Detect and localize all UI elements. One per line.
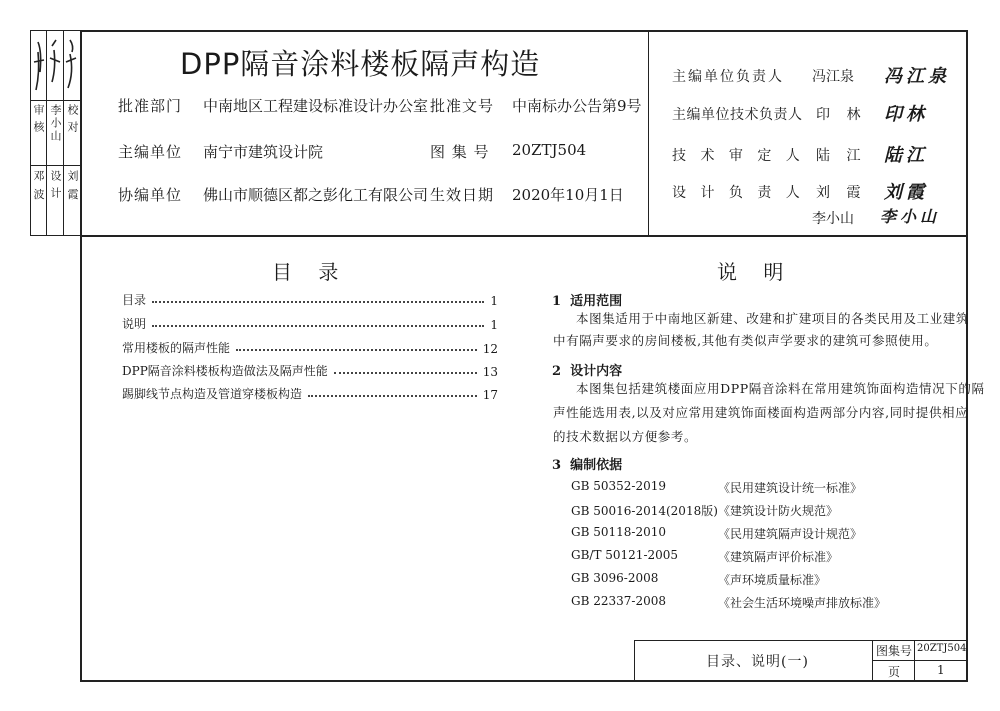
responsible-name-3: 刘 霞	[816, 185, 867, 201]
toc-leader	[152, 301, 484, 303]
section-number: 2	[552, 364, 562, 379]
toc-item[interactable]	[122, 336, 498, 356]
section-title: 编制依据	[570, 458, 623, 473]
reference-code: GB 50016-2014(2018版)	[571, 504, 718, 518]
strip-signatures-image	[30, 32, 80, 98]
signature-0: 冯江泉	[884, 66, 950, 87]
toc-heading: 目 录	[272, 260, 349, 284]
toc-item[interactable]	[122, 288, 498, 308]
strip-role-audit: 审核	[32, 104, 45, 138]
reference-code: GB 22337-2008	[571, 594, 666, 608]
strip-divider	[30, 100, 80, 101]
page-label: 页	[888, 665, 901, 679]
strip-name-audit: 李小山	[49, 104, 62, 143]
approval-doc-label: 批准文号	[430, 97, 495, 115]
section-1-line: 中有隔声要求的房间楼板,其他有类似声学要求的建筑可参照使用。	[553, 333, 938, 348]
title-block-divider	[872, 660, 968, 661]
reference-code: GB/T 50121-2005	[571, 548, 679, 562]
atlas-number-label: 图集号	[876, 644, 913, 658]
section-title: 适用范围	[570, 294, 623, 309]
responsible-name-0: 冯江泉	[812, 69, 854, 85]
toc-leader	[236, 349, 477, 351]
sheet-title: 目录、说明(一)	[706, 654, 809, 670]
header-vertical-divider	[648, 30, 649, 235]
section-2-heading	[552, 360, 622, 379]
section-2-line: 的技术数据以方便参考。	[553, 429, 698, 444]
strip-name-check: 邓 波	[32, 170, 45, 202]
section-1-line: 本图集适用于中南地区新建、改建和扩建项目的各类民用及工业建筑	[576, 311, 970, 326]
reference-code: GB 50118-2010	[571, 525, 666, 539]
responsible-name-4: 李小山	[812, 211, 854, 227]
title-block-divider	[914, 640, 915, 682]
reference-name: 《民用建筑设计统一标准》	[718, 481, 863, 495]
reference-code: GB 3096-2008	[571, 571, 659, 585]
effective-date-value: 2020年10月1日	[512, 186, 624, 204]
reference-name: 《声环境质量标准》	[718, 573, 827, 587]
section-2-line: 本图集包括建筑楼面应用DPP隔音涂料在常用建筑饰面构造情况下的隔	[576, 381, 985, 396]
signature-2: 陆江	[884, 145, 928, 166]
toc-item[interactable]	[122, 312, 498, 332]
section-3-heading	[552, 454, 622, 473]
reference-name: 《建筑设计防火规范》	[718, 504, 839, 518]
approval-doc-value: 中南标办公告第9号	[512, 97, 642, 115]
reference-name: 《社会生活环境噪声排放标准》	[718, 596, 887, 610]
responsible-name-1: 印 林	[816, 107, 867, 123]
notes-heading: 说 明	[717, 260, 794, 284]
responsible-role-2: 技 术 审 定 人	[672, 148, 805, 164]
chief-unit-label: 主编单位	[118, 143, 183, 161]
atlas-no-label: 图 集 号	[430, 143, 490, 161]
reference-name: 《建筑隔声评价标准》	[718, 550, 839, 564]
section-number: 3	[552, 458, 562, 473]
toc-leader	[152, 325, 484, 327]
strip-role-design: 设计	[49, 170, 62, 204]
co-unit-value: 佛山市顺德区都之彭化工有限公司	[203, 186, 429, 204]
signature-3: 刘霞	[884, 182, 928, 203]
reference-name: 《民用建筑隔声设计规范》	[718, 527, 863, 541]
toc-item-label: 踢脚线节点构造及管道穿楼板构造	[122, 387, 303, 401]
toc-item-label: 目录	[122, 293, 147, 307]
responsible-name-2: 陆 江	[816, 148, 867, 164]
page-number: 1	[937, 663, 945, 677]
section-title: 设计内容	[570, 364, 623, 379]
co-unit-label: 协编单位	[118, 186, 183, 204]
toc-item[interactable]	[122, 359, 498, 379]
toc-item-label: 常用楼板的隔声性能	[122, 341, 231, 355]
title-block-divider	[872, 640, 873, 682]
toc-leader	[334, 372, 477, 374]
toc-item[interactable]	[122, 382, 498, 402]
signature-4: 李小山	[880, 207, 941, 226]
strip-name-design: 刘 霞	[66, 170, 79, 202]
header-divider	[80, 235, 968, 237]
toc-item-page: 13	[482, 365, 498, 379]
responsible-role-3: 设 计 负 责 人	[672, 185, 805, 201]
section-1-heading	[552, 290, 622, 309]
toc-item-page: 12	[482, 342, 498, 356]
atlas-no-value: 20ZTJ504	[512, 141, 587, 159]
strip-divider	[30, 165, 80, 166]
responsible-role-0: 主编单位负责人	[672, 69, 784, 85]
section-number: 1	[552, 294, 562, 309]
signature-1: 印林	[884, 104, 928, 125]
atlas-number-value: 20ZTJ504	[917, 643, 967, 654]
approval-dept-value: 中南地区工程建设标准设计办公室	[203, 97, 429, 115]
toc-item-page: 1	[490, 318, 498, 332]
effective-date-label: 生效日期	[430, 186, 495, 204]
strip-role-check: 校对	[66, 104, 79, 138]
toc-item-page: 17	[482, 388, 498, 402]
toc-item-page: 1	[490, 294, 498, 308]
toc-leader	[308, 395, 477, 397]
toc-item-label: 说明	[122, 317, 147, 331]
reference-code: GB 50352-2019	[571, 479, 666, 493]
approval-dept-label: 批准部门	[118, 97, 183, 115]
chief-unit-value: 南宁市建筑设计院	[203, 143, 324, 161]
section-2-line: 声性能选用表,以及对应常用建筑饰面楼面构造两部分内容,同时提供相应	[553, 405, 969, 420]
sheet-frame	[80, 30, 968, 682]
responsible-role-1: 主编单位技术负责人	[672, 107, 803, 123]
page-title: DPP隔音涂料楼板隔声构造	[180, 47, 541, 81]
toc-item-label: DPP隔音涂料楼板构造做法及隔声性能	[122, 364, 328, 378]
